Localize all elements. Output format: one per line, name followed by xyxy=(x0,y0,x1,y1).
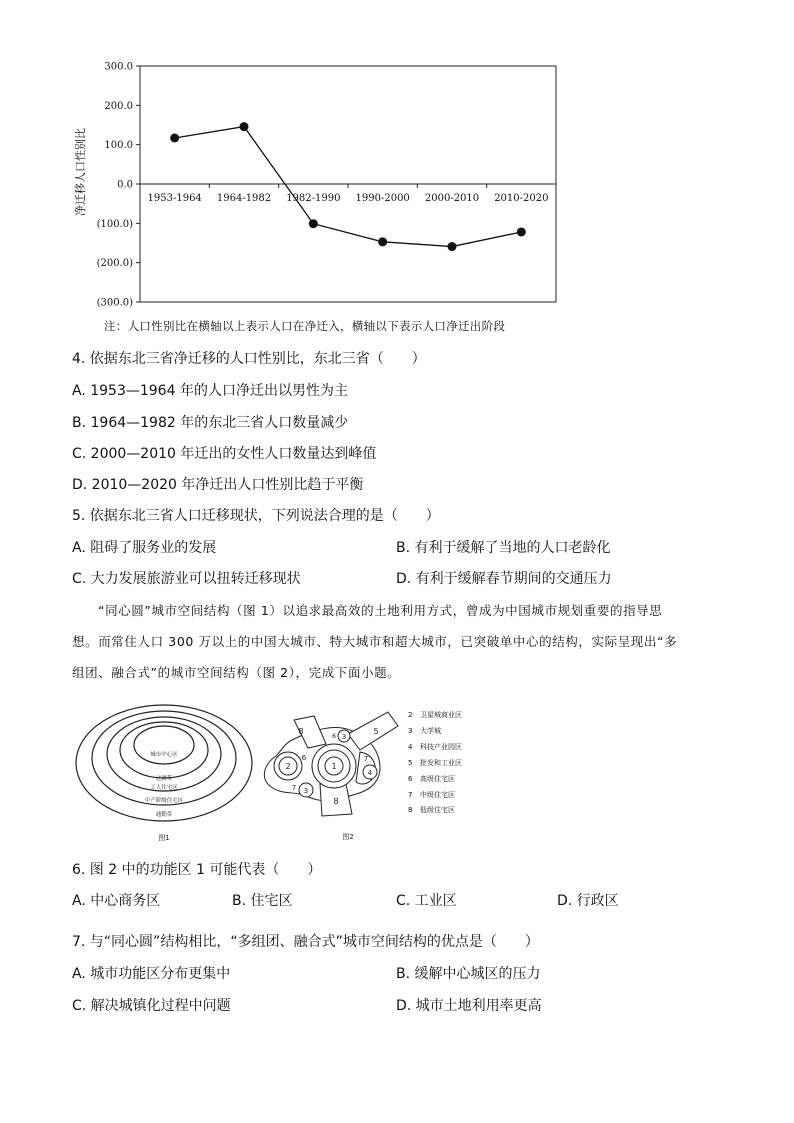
legend-num: 4 xyxy=(408,742,413,751)
q4-option-a[interactable]: A. 1953—1964 年的人口净迁出以男性为主 xyxy=(72,383,348,399)
figure-1-caption: 图1 xyxy=(158,834,170,842)
ring-cbd xyxy=(134,726,194,764)
figure-2-caption: 图2 xyxy=(342,833,354,841)
question-4-stem: 4. 依据东北三省净迁移的人口性别比，东北三省（ ） xyxy=(72,351,426,367)
zone-6-label-left: 6 xyxy=(301,754,307,762)
data-point xyxy=(378,237,387,246)
q7-option-d[interactable]: D. 城市土地利用率更高 xyxy=(396,998,542,1014)
y-tick-label: 300.0 xyxy=(104,61,133,73)
legend-num: 6 xyxy=(408,774,413,783)
legend-label: 高级住宅区 xyxy=(420,774,455,783)
legend-label: 科技产业园区 xyxy=(420,742,462,751)
data-point xyxy=(448,242,457,251)
q7-option-b[interactable]: B. 缓解中心城区的压力 xyxy=(396,966,541,982)
line-chart xyxy=(70,56,570,312)
legend-label: 中级住宅区 xyxy=(420,790,455,799)
legend-label: 低级住宅区 xyxy=(420,806,455,815)
legend-label: 批发和工业区 xyxy=(420,758,462,767)
figure-2-multicluster-model xyxy=(256,704,406,846)
legend-item xyxy=(408,803,462,819)
zone-1-label: 1 xyxy=(331,762,337,771)
zone-7-label-right: 7 xyxy=(363,755,369,763)
x-tick-label: 1953-1964 xyxy=(147,193,202,204)
legend-label: 大学城 xyxy=(420,726,441,735)
question-5-stem: 5. 依据东北三省人口迁移现状，下列说法合理的是（ ） xyxy=(72,508,440,524)
legend-item xyxy=(408,756,462,772)
q5-option-b[interactable]: B. 有利于缓解了当地的人口老龄化 xyxy=(396,540,611,556)
legend-item xyxy=(408,724,462,740)
q4-option-c[interactable]: C. 2000—2010 年迁出的女性人口数量达到峰值 xyxy=(72,446,377,462)
q5-option-d[interactable]: D. 有利于缓解春节期间的交通压力 xyxy=(396,571,612,587)
zone-7-label-left: 7 xyxy=(291,784,297,792)
data-point xyxy=(517,227,526,236)
x-tick-label: 2010-2020 xyxy=(494,193,549,204)
legend-num: 2 xyxy=(408,711,413,719)
data-point xyxy=(170,133,179,142)
legend-label: 卫星城商业区 xyxy=(420,711,462,719)
zone-3-label-top: 3 xyxy=(341,733,347,741)
data-point xyxy=(240,122,249,131)
ring-label-center: 城市中心区 xyxy=(150,752,178,758)
y-axis-label: 净迁移人口性别比 xyxy=(74,128,87,216)
q6-option-b[interactable]: B. 住宅区 xyxy=(232,893,293,909)
legend-num: 3 xyxy=(408,726,413,735)
figure-1-concentric-model xyxy=(74,700,260,846)
reading-passage xyxy=(72,595,722,688)
figure-2-legend xyxy=(408,708,462,819)
zone-8-label-bottom: 8 xyxy=(333,797,339,806)
q6-option-c[interactable]: C. 工业区 xyxy=(396,893,457,909)
legend-num: 8 xyxy=(408,806,413,815)
q5-option-a[interactable]: A. 阻碍了服务业的发展 xyxy=(72,540,217,556)
zone-2-label: 2 xyxy=(285,762,291,771)
x-tick-label: 1964-1982 xyxy=(216,193,272,204)
ring-label-transition: 过渡带 xyxy=(155,776,173,782)
y-tick-label: (100.0) xyxy=(96,218,133,230)
q6-option-d[interactable]: D. 行政区 xyxy=(557,893,619,909)
y-tick-label: 100.0 xyxy=(104,140,133,152)
zone-5-label: 5 xyxy=(373,727,379,736)
passage-line-2: 想。而常住人口 300 万以上的中国大城市、特大城市和超大城市，已突破单中心的结构，实际呈现出“多 xyxy=(72,634,678,649)
chart-note: 注：人口性别比在横轴以上表示人口在净迁入，横轴以下表示人口净迁出阶段 xyxy=(104,319,506,333)
sex-ratio-chart xyxy=(70,56,570,312)
x-tick-label: 2000-2010 xyxy=(424,193,480,204)
zone-4-label: 4 xyxy=(367,769,373,777)
legend-item xyxy=(408,708,462,724)
x-tick-label: 1982-1990 xyxy=(286,193,341,204)
ring-label-middle: 中产阶级住宅区 xyxy=(144,798,184,804)
legend-item xyxy=(408,740,462,756)
ring-transition xyxy=(120,722,208,778)
ring-label-commuter: 通勤带 xyxy=(155,812,173,818)
q4-option-d[interactable]: D. 2010—2020 年净迁出人口性别比趋于平衡 xyxy=(72,477,364,493)
legend-item xyxy=(408,772,462,788)
zone-3-label-lower: 3 xyxy=(303,787,309,795)
passage-line-1: “同心圆”城市空间结构（图 1）以追求最高效的土地利用方式，曾成为中国城市规划重要的指导思 xyxy=(98,603,663,618)
q7-option-c[interactable]: C. 解决城镇化过程中问题 xyxy=(72,998,231,1014)
passage-line-3: 组团、融合式”的城市空间结构（图 2），完成下面小题。 xyxy=(72,665,401,680)
q4-option-b[interactable]: B. 1964—1982 年的东北三省人口数量减少 xyxy=(72,415,349,431)
legend-num: 5 xyxy=(408,758,413,767)
y-tick-label: 200.0 xyxy=(104,100,133,112)
y-tick-label: (300.0) xyxy=(96,297,133,309)
q6-option-a[interactable]: A. 中心商务区 xyxy=(72,893,161,909)
data-point xyxy=(309,219,318,228)
x-tick-label: 1990-2000 xyxy=(355,193,410,204)
question-7-stem: 7. 与“同心圆”结构相比，“多组团、融合式”城市空间结构的优点是（ ） xyxy=(72,934,539,950)
q7-option-a[interactable]: A. 城市功能区分布更集中 xyxy=(72,966,231,982)
y-tick-label: (200.0) xyxy=(96,258,133,270)
zone-6-label-top: 6 xyxy=(332,733,336,740)
question-6-stem: 6. 图 2 中的功能区 1 可能代表（ ） xyxy=(72,862,322,878)
legend-item xyxy=(408,788,462,804)
ring-label-workers: 工人住宅区 xyxy=(150,785,178,791)
q5-option-c[interactable]: C. 大力发展旅游业可以扭转迁移现状 xyxy=(72,571,301,587)
legend-num: 7 xyxy=(408,790,413,799)
zone-8-label-top: 8 xyxy=(298,727,304,736)
y-tick-label: 0.0 xyxy=(117,179,133,191)
